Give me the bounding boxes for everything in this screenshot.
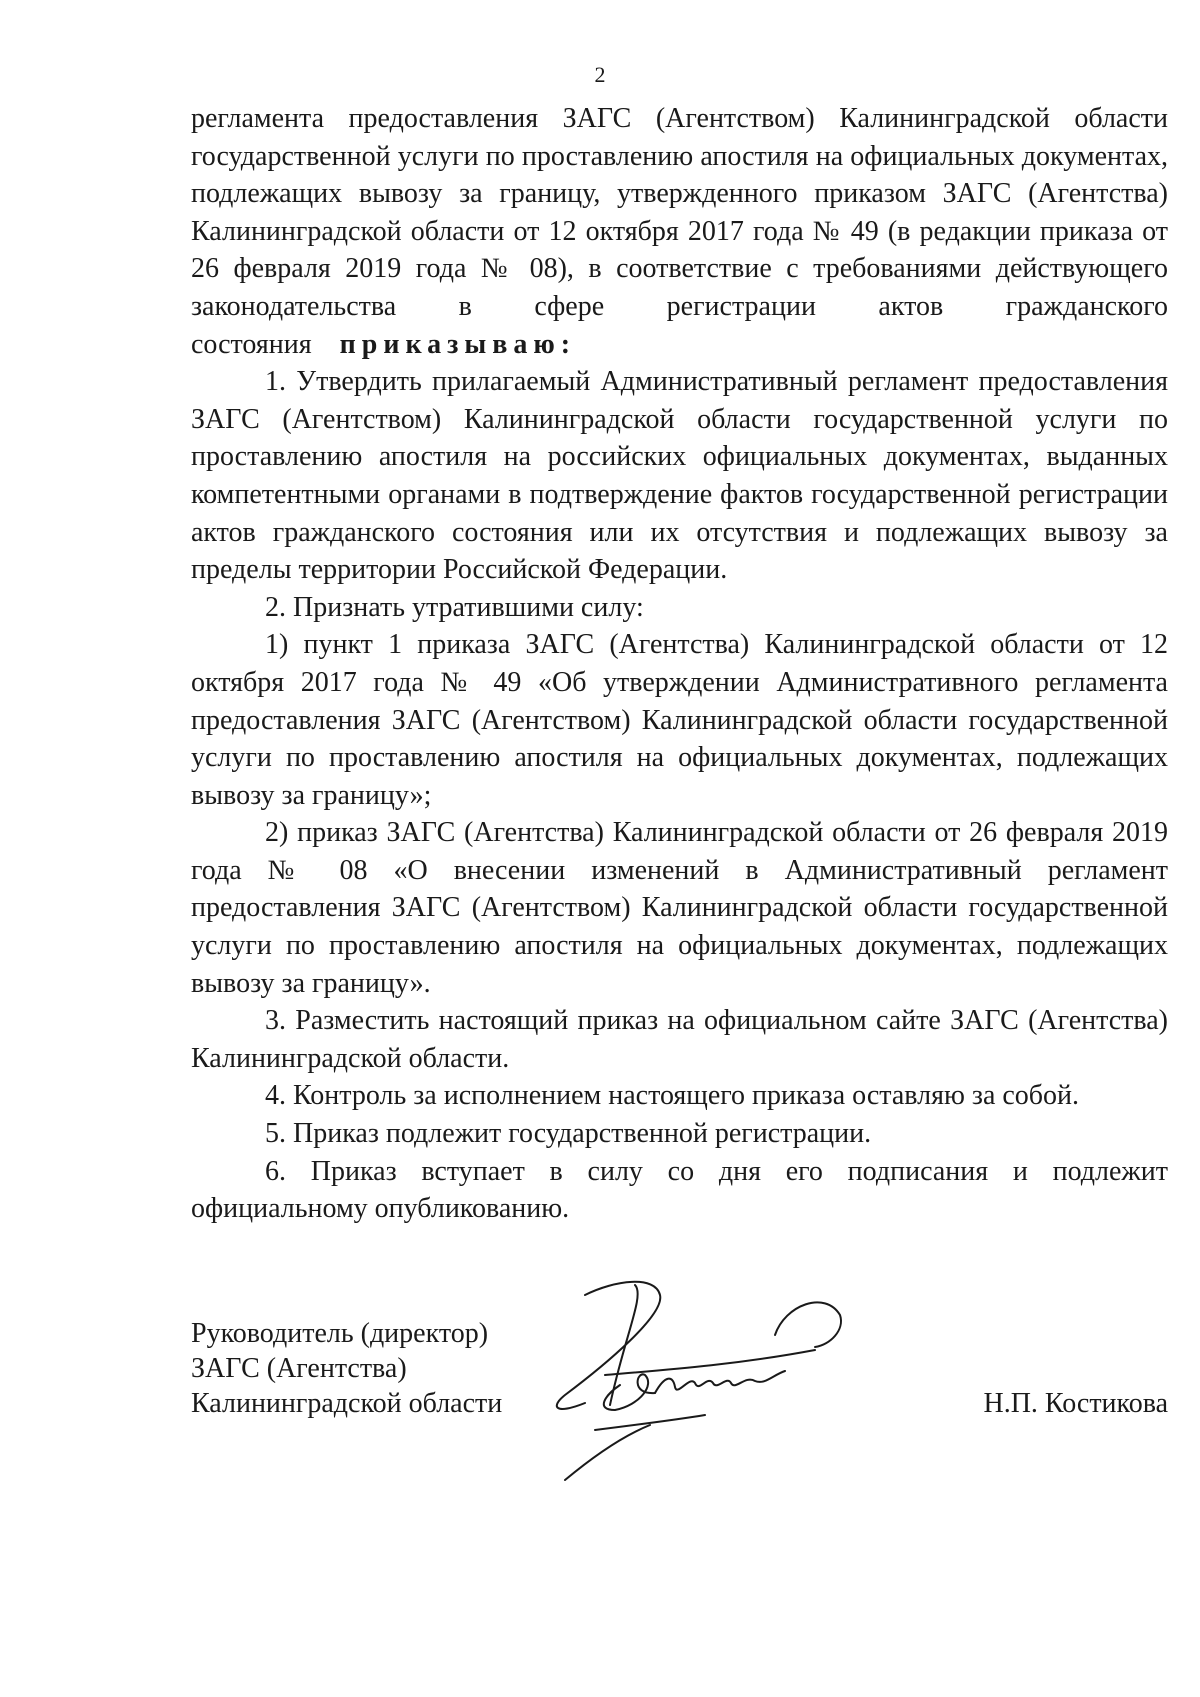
signatory-title — [191, 1316, 502, 1421]
item-4: 4. Контроль за исполнением настоящего приказа оставляю за собой. — [265, 1080, 1080, 1112]
item-2-sub-2: 2) приказ ЗАГС (Агентства) Калининградской области от 26 февраля 2019 года № 08 «О внесении изменений в Административный регламент предоставления ЗАГС (Агентством) Калининградской области государственной услуги по проставлению апостиля на официальных документах, подлежащих вывозу за границу». — [191, 817, 1168, 999]
signatory-line-3: Калининградской области — [191, 1388, 503, 1419]
item-2: 2. Признать утратившими силу: — [265, 591, 644, 623]
item-5: 5. Приказ подлежит государственной регистрации. — [265, 1118, 872, 1150]
item-3: 3. Разместить настоящий приказ на официальном сайте ЗАГС (Агентства) Калининградской области. — [191, 1005, 1168, 1074]
intro-text: регламента предоставления ЗАГС (Агентством) Калининградской области государственной услуги по проставлению апостиля на официальных документах, подлежащих вывозу за границу, утвержденного приказом ЗАГС (Агентства) Калининградской области от 12 октября 2017 года № 49 (в редакции приказа от 26 февраля 2019 года № 08), в соответствие с требованиями действующего законодательства в сфере регистрации актов гражданского состояния — [191, 103, 1168, 360]
item-6: 6. Приказ вступает в силу со дня его подписания и подлежит официальному опубликованию. — [191, 1155, 1168, 1225]
handwritten-signature — [545, 1275, 925, 1490]
signatory-name: Н.П. Костикова — [983, 1388, 1168, 1419]
intro-paragraph — [191, 100, 1168, 363]
signatory-line-1: Руководитель (директор) — [191, 1318, 489, 1349]
item-1: 1. Утвердить прилагаемый Административный регламент предоставления ЗАГС (Агентством) Калининградской области государственной услуги по проставлению апостиля на российских официальных документах, выданных компетентными органами в подтверждение фактов государственной регистрации актов гражданского состояния или их отсутствия и подлежащих вывозу за пределы территории Российской Федерации. — [191, 366, 1168, 586]
order-word: приказываю: — [339, 328, 577, 360]
document-body — [191, 100, 1168, 1228]
signatory-line-2: ЗАГС (Агентства) — [191, 1353, 407, 1384]
page-number: 2 — [594, 62, 606, 87]
item-2-sub-1: 1) пункт 1 приказа ЗАГС (Агентства) Калининградской области от 12 октября 2017 года № 49 «Об утверждении Административного регламента предоставления ЗАГС (Агентством) Калининградской области государственной услуги по проставлению апостиля на официальных документах, подлежащих вывозу за границу»; — [191, 629, 1168, 811]
